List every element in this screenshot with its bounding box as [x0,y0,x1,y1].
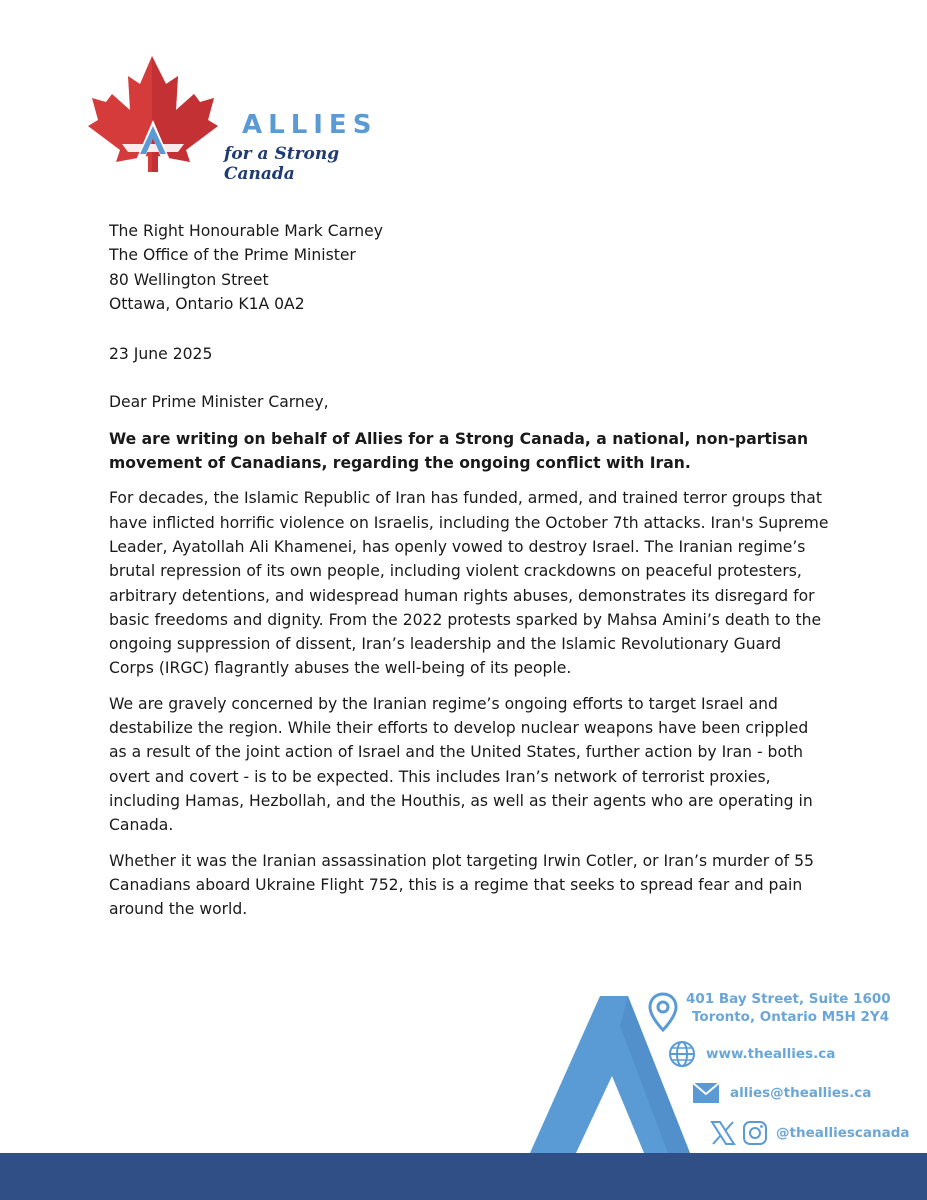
body-paragraph: For decades, the Islamic Republic of Iran has funded, armed, and trained terror groups that have inflicted horrific violence on Israelis, including the October 7th attacks. Iran's Supreme Leader, Ayatollah Ali Khamenei, has openly vowed to destroy Israel. The Iranian regime’s brutal repression of its own people, including violent crackdowns on peaceful protesters, arbitrary detentions, and widespread human rights abuses, demonstrates its disregard for basic freedoms and dignity. From the 2022 protests sparked by Mahsa Amini’s death to the ongoing suppression of dissent, Iran’s leadership and the Islamic Revolutionary Guard Corps (IRGC) flagrantly abuses the well-being of its people. [109,489,829,678]
brand-name: ALLIES [242,110,378,140]
website-link[interactable]: www.theallies.ca [706,1046,836,1062]
allies-logo [86,54,386,184]
maple-leaf-icon [86,54,226,174]
body-paragraph: We are gravely concerned by the Iranian regime’s ongoing efforts to target Israel and destabilize the region. While their efforts to develop nuclear weapons have been crippled as a result of the joint action of Israel and the United States, further action by Iran - both overt and covert - is to be expected. This includes Iran’s network of terrorist proxies, including Hamas, Hezbollah, and the Houthis, as well as their agents who are operating in Canada. [109,694,813,835]
address-row [648,990,891,1032]
recipient-address [109,219,829,316]
letter-date: 23 June 2025 [109,345,213,364]
lead-paragraph: We are writing on behalf of Allies for a Strong Canada, a national, non-partisan movement of Canadians, regarding the ongoing conflict with Iran. [109,429,809,473]
website-row [668,1040,835,1068]
email-link[interactable]: allies@theallies.ca [730,1085,872,1101]
footer-bar [0,1153,927,1200]
brand-tagline: for a Strong Canada [224,144,340,184]
address-line-1: 401 Bay Street, Suite 1600 [686,991,891,1007]
globe-icon [668,1040,696,1068]
body-paragraph: Whether it was the Iranian assassination plot targeting Irwin Cotler, or Iran’s murder of 55 Canadians aboard Ukraine Flight 752, this is a regime that seeks to spread fear and pain around the world. [109,851,814,919]
recipient-line: 80 Wellington Street [109,270,269,289]
x-logo-icon[interactable] [710,1120,736,1146]
social-handle[interactable]: @thealliescanada [776,1125,910,1141]
address-text [686,990,891,1026]
recipient-line: Ottawa, Ontario K1A 0A2 [109,294,305,313]
email-row [692,1082,871,1104]
social-row [710,1120,910,1146]
recipient-line: The Right Honourable Mark Carney [109,222,383,240]
envelope-icon [692,1082,720,1104]
address-line-2: Toronto, Ontario M5H 2Y4 [692,1009,890,1025]
letter-body [109,219,829,921]
recipient-line: The Office of the Prime Minister [109,246,356,265]
location-pin-icon [648,992,678,1032]
instagram-icon[interactable] [742,1120,768,1146]
salutation: Dear Prime Minister Carney, [109,393,329,412]
